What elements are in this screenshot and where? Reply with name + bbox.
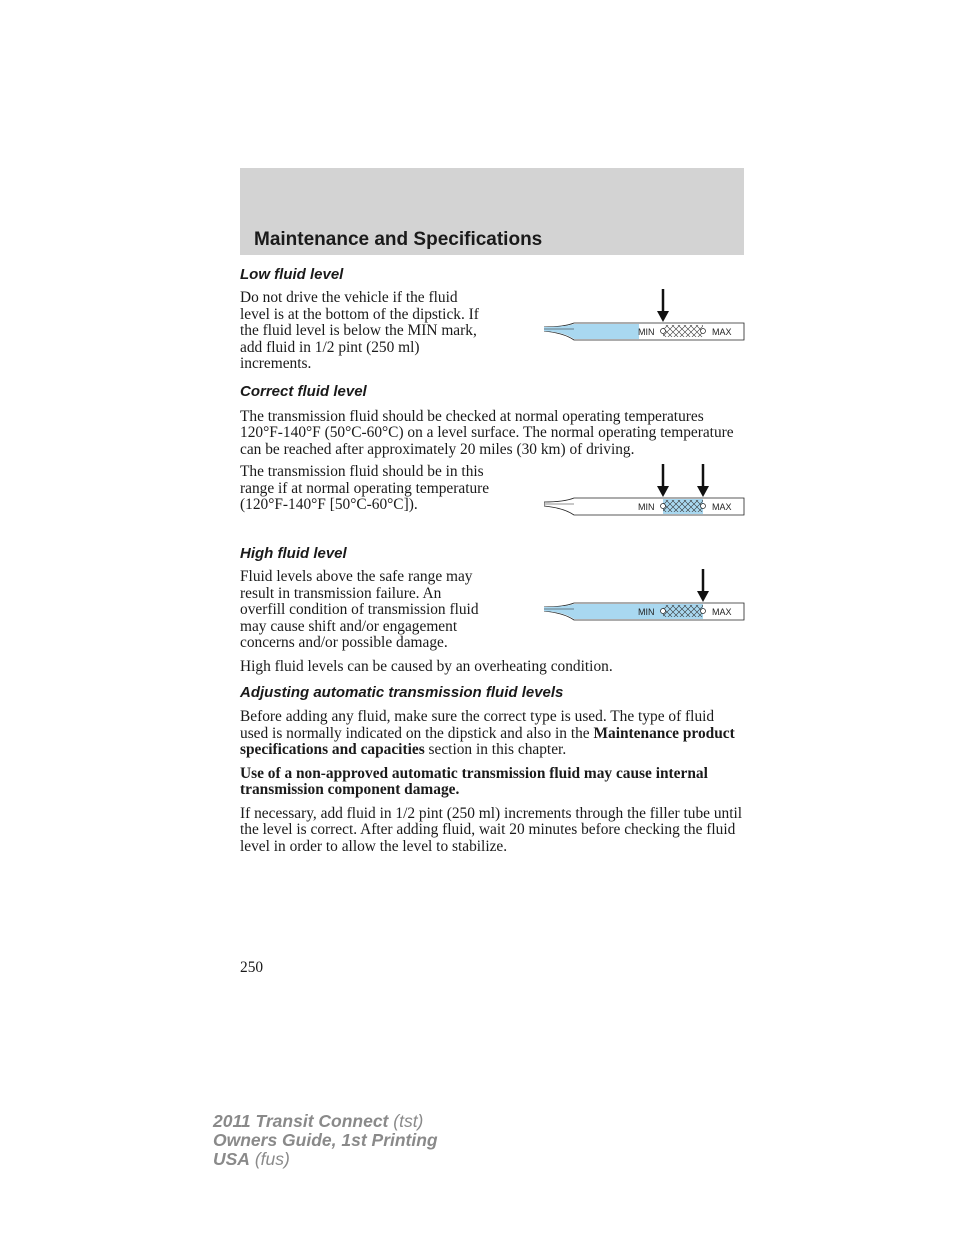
capacities-reference: Maintenance product specifications and capacities	[240, 724, 735, 758]
min-label: MIN	[638, 327, 655, 337]
footer-market: USA	[213, 1149, 250, 1169]
max-mark	[701, 609, 706, 614]
min-arrow-head	[657, 486, 669, 497]
footer-market-code: (fus)	[249, 1149, 290, 1169]
fluid-warning: Use of a non-approved automatic transmission fluid may cause internal transmission component damage.	[240, 764, 708, 798]
max-label: MAX	[712, 607, 732, 617]
max-label: MAX	[712, 502, 732, 512]
safe-range-hatch	[663, 605, 703, 617]
low-fluid-row	[240, 290, 744, 373]
dipstick-low-illustration	[544, 287, 754, 347]
min-mark	[661, 504, 666, 509]
adjusting-text-1-pre: Before adding any fluid, make sure the correct type is used. The type of fluid used is normally indicated on the dipstick and also in the	[240, 708, 715, 742]
high-fluid-text-1: Fluid levels above the safe range may result in transmission failure. An overfill condition of transmission fluid may cause shift and/or engagement concerns and/or possible damage.	[240, 568, 479, 651]
adjusting-text-1	[240, 709, 744, 759]
min-label: MIN	[638, 502, 655, 512]
correct-fluid-text-1: The transmission fluid should be checked at normal operating temperatures 120°F-140°F (50°C-60°C) on a level surface. The normal operating temperature can be reached after approximately 20 miles (30 km) of driving.	[240, 407, 734, 458]
max-label: MAX	[712, 327, 732, 337]
adjusting-text-2: If necessary, add fluid in 1/2 pint (250 ml) increments through the filler tube until the level is correct. After adding fluid, wait 20 minutes before checking the fluid level in order to allow the level to stabilize.	[240, 804, 743, 855]
footer-model: 2011 Transit Connect	[213, 1111, 389, 1131]
page-number: 250	[240, 959, 264, 976]
level-arrow-head	[657, 311, 669, 322]
footer-guide: Owners Guide, 1st Printing	[213, 1130, 438, 1150]
section-header	[240, 168, 744, 255]
footer-imprint	[213, 1112, 438, 1169]
min-mark	[661, 609, 666, 614]
heading-high-fluid-level: High fluid level	[240, 545, 347, 562]
dipstick-correct-illustration	[544, 462, 754, 522]
heading-adjusting-fluid-levels: Adjusting automatic transmission fluid levels	[240, 684, 564, 701]
footer-model-code: (tst)	[388, 1111, 424, 1131]
high-fluid-row	[240, 569, 744, 652]
min-mark	[661, 329, 666, 334]
max-mark	[701, 504, 706, 509]
min-label: MIN	[638, 607, 655, 617]
correct-fluid-row	[240, 464, 744, 522]
level-arrow-head	[697, 591, 709, 602]
page-title: Maintenance and Specifications	[254, 229, 543, 250]
page-content	[240, 266, 744, 855]
max-arrow-head	[697, 486, 709, 497]
max-mark	[701, 329, 706, 334]
safe-range-hatch	[663, 325, 703, 337]
heading-low-fluid-level: Low fluid level	[240, 266, 344, 283]
heading-correct-fluid-level: Correct fluid level	[240, 382, 367, 400]
safe-range-hatch	[663, 500, 703, 512]
dipstick-high-illustration	[544, 567, 754, 627]
adjusting-text-1-post: section in this chapter.	[424, 741, 567, 758]
correct-fluid-text-2: The transmission fluid should be in this range if at normal operating temperature (120°F-140°F [50°C-60°C]).	[240, 463, 490, 513]
high-fluid-text-2: High fluid levels can be caused by an overheating condition.	[240, 657, 613, 675]
low-fluid-text: Do not drive the vehicle if the fluid level is at the bottom of the dipstick. If the fluid level is below the MIN mark, add fluid in 1/2 pint (250 ml) increments.	[240, 289, 479, 372]
